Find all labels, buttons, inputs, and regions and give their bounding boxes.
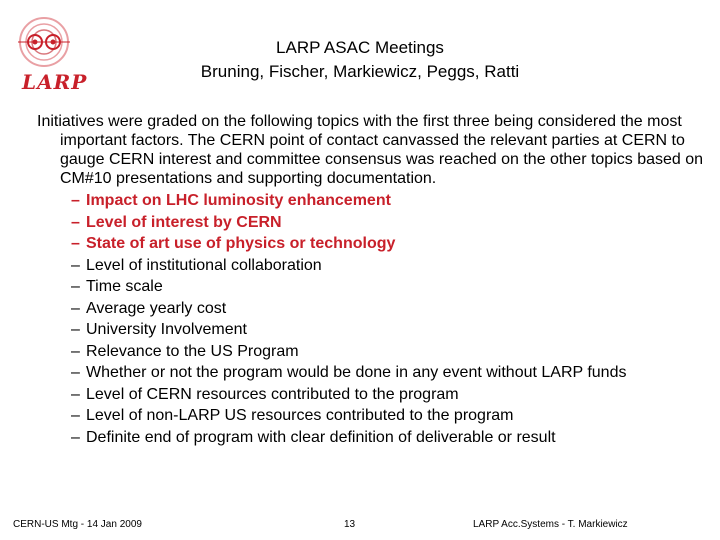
collision-rings-icon [14, 14, 74, 74]
list-item: – University Involvement [71, 321, 247, 338]
list-item: – Whether or not the program would be done in any event without LARP funds [71, 364, 627, 381]
logo-text: LARP [22, 70, 88, 94]
content-body [37, 112, 707, 449]
subtitle-line: Bruning, Fischer, Markiewicz, Peggs, Ratti [200, 62, 520, 81]
footer-author: LARP Acc.Systems - T. Markiewicz [473, 519, 628, 530]
list-item: – Level of institutional collaboration [71, 256, 322, 274]
topic-list [37, 191, 707, 447]
list-item: – Level of interest by CERN [71, 213, 282, 231]
list-item: – Level of CERN resources contributed to the program [71, 385, 459, 403]
intro-paragraph: Initiatives were graded on the following topics with the first three being considered the most important factors. The CERN point of contact canvassed the relevant parties at CERN to gauge CERN interest and committee consensus was reached on the other topics based on CM#10 presentations and supporting documentation. [37, 113, 704, 187]
list-item: – Average yearly cost [71, 299, 227, 317]
list-item: – Definite end of program with clear definition of deliverable or result [71, 428, 556, 446]
list-item: – Level of non-LARP US resources contributed to the program [71, 407, 514, 424]
footer-page-number: 13 [344, 519, 356, 530]
list-item: – Time scale [71, 278, 163, 295]
list-item: – Impact on LHC luminosity enhancement [71, 192, 391, 209]
list-item: – Relevance to the US Program [71, 342, 299, 360]
page-title [130, 36, 590, 84]
list-item: – State of art use of physics or technology [71, 235, 396, 252]
footer-meeting: CERN-US Mtg - 14 Jan 2009 [13, 519, 142, 530]
title-line: LARP ASAC Meetings [276, 38, 444, 57]
